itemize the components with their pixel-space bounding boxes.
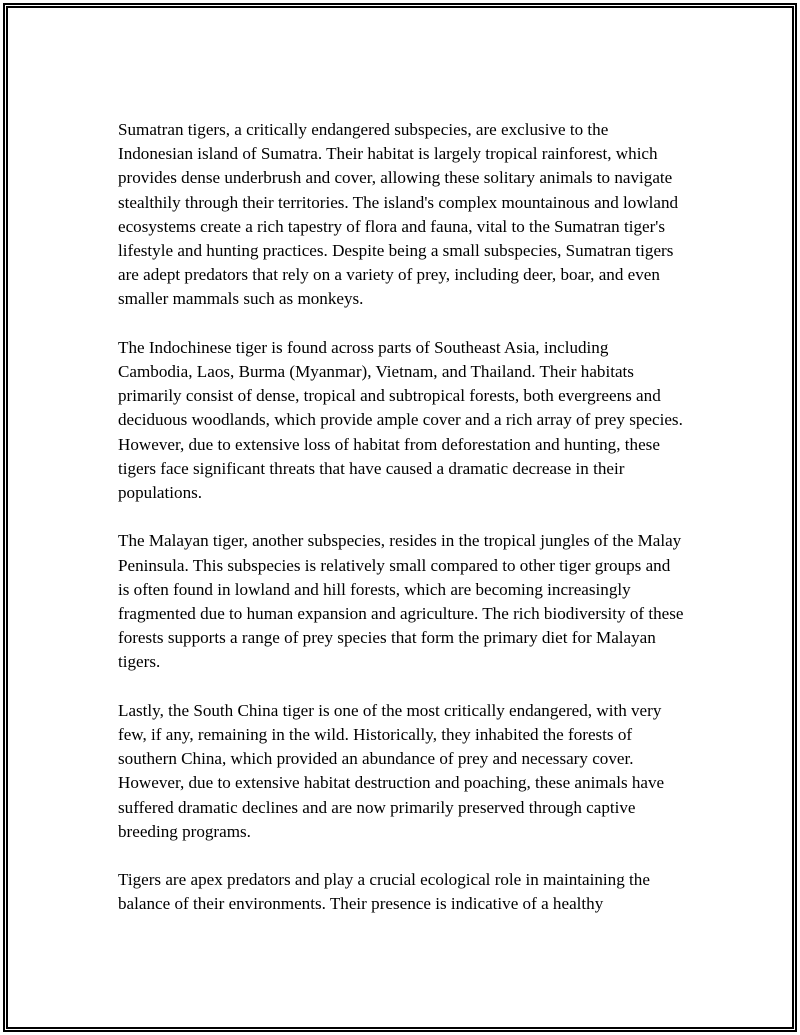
paragraph-south-china-tiger: Lastly, the South China tiger is one of the most critically endangered, with very few, if any, remaining in the wild. Historically, they inhabited the forests of southern China, which provided an abundance of prey and necessary cover. However, due to extensive habitat destruction and poaching, these animals have suffered dramatic declines and are now primarily preserved through captive breeding programs. bbox=[118, 700, 665, 841]
document-body bbox=[118, 118, 684, 941]
paragraph-apex-predators: Tigers are apex predators and play a crucial ecological role in maintaining the balance of their environments. Their presence is indicative of a healthy bbox=[118, 870, 650, 914]
paragraph-indochinese-tiger: The Indochinese tiger is found across parts of Southeast Asia, including Cambodia, Laos, Burma (Myanmar), Vietnam, and Thailand. Their habitats primarily consist of dense, tropical and subtropical forests, both evergreens and deciduous woodlands, which provide ample cover and a rich array of prey species. However, due to extensive loss of habitat from deforestation and hunting, these tigers face significant threats that have caused a dramatic decrease in their populations. bbox=[118, 337, 683, 503]
paragraph-malayan-tiger: The Malayan tiger, another subspecies, resides in the tropical jungles of the Malay Peninsula. This subspecies is relatively small compared to other tiger groups and is often found in lowland and hill forests, which are becoming increasingly fragmented due to human expansion and agriculture. The rich biodiversity of these forests supports a range of prey species that form the primary diet for Malayan tigers. bbox=[118, 531, 684, 672]
paragraph-sumatran-tiger: Sumatran tigers, a critically endangered subspecies, are exclusive to the Indonesian island of Sumatra. Their habitat is largely tropical rainforest, which provides dense underbrush and cover, allowing these solitary animals to navigate stealthily through their territories. The island's complex mountainous and lowland ecosystems create a rich tapestry of flora and fauna, vital to the Sumatran tiger's lifestyle and hunting practices. Despite being a small subspecies, Sumatran tigers are adept predators that rely on a variety of prey, including deer, boar, and even smaller mammals such as monkeys. bbox=[118, 120, 679, 309]
